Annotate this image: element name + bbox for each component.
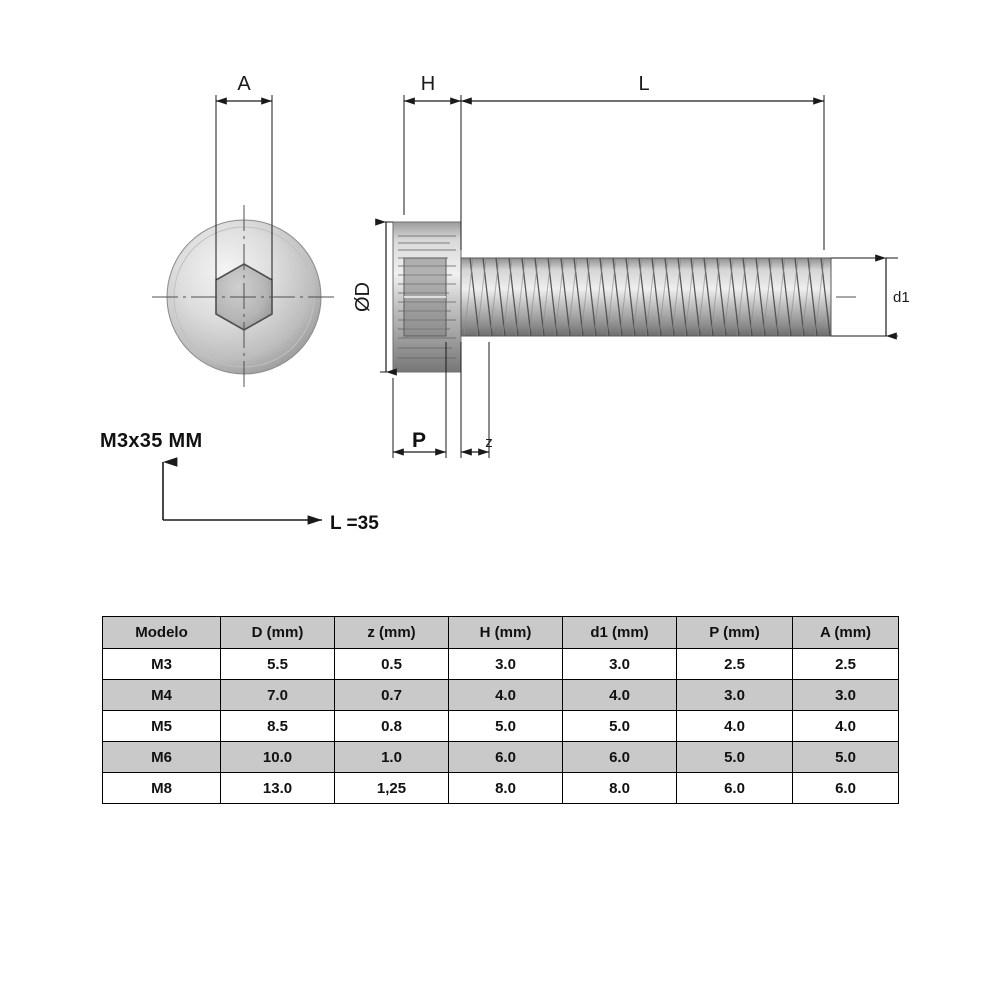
- table-cell: 10.0: [221, 742, 335, 773]
- table-cell: 8.5: [221, 711, 335, 742]
- table-cell: 6.0: [563, 742, 677, 773]
- table-cell: 7.0: [221, 680, 335, 711]
- table-header-cell: H (mm): [449, 617, 563, 649]
- table-cell: 6.0: [449, 742, 563, 773]
- table-cell: 3.0: [449, 649, 563, 680]
- dimension-A-label: A: [237, 73, 251, 95]
- table-cell: 4.0: [677, 711, 793, 742]
- table-row: [103, 773, 899, 804]
- table-cell: 5.5: [221, 649, 335, 680]
- table-cell: 4.0: [563, 680, 677, 711]
- dimension-P-label: P: [411, 429, 427, 452]
- table-cell: 3.0: [563, 649, 677, 680]
- table-cell: 1.0: [335, 742, 449, 773]
- dimension-z: [461, 342, 493, 458]
- table-cell: 0.5: [335, 649, 449, 680]
- table-cell: 2.5: [677, 649, 793, 680]
- table-row: [103, 742, 899, 773]
- dimension-D-label: ØD: [352, 282, 374, 312]
- table-header-cell: z (mm): [335, 617, 449, 649]
- table-cell: 0.7: [335, 680, 449, 711]
- table-cell: 2.5: [793, 649, 899, 680]
- table-header-cell: P (mm): [677, 617, 793, 649]
- table-row: [103, 649, 899, 680]
- table-cell: 5.0: [449, 711, 563, 742]
- table-cell: 0.8: [335, 711, 449, 742]
- table-cell: 4.0: [793, 711, 899, 742]
- specification-table-wrapper: [102, 616, 898, 804]
- table-cell: M3: [103, 649, 221, 680]
- screw-top-view: [152, 205, 336, 389]
- table-cell: 5.0: [677, 742, 793, 773]
- table-cell: 3.0: [793, 680, 899, 711]
- table-cell: 1,25: [335, 773, 449, 804]
- table-cell: 8.0: [563, 773, 677, 804]
- table-cell: M5: [103, 711, 221, 742]
- table-header-row: [103, 617, 899, 649]
- table-cell: 5.0: [793, 742, 899, 773]
- table-cell: M8: [103, 773, 221, 804]
- table-header-cell: A (mm): [793, 617, 899, 649]
- table-cell: 6.0: [793, 773, 899, 804]
- table-cell: M6: [103, 742, 221, 773]
- table-cell: M4: [103, 680, 221, 711]
- dimension-d1-label: d1: [893, 289, 910, 306]
- title-leader: [163, 462, 322, 520]
- table-row: [103, 680, 899, 711]
- table-cell: 5.0: [563, 711, 677, 742]
- dimension-L: [461, 73, 824, 250]
- table-header-cell: d1 (mm): [563, 617, 677, 649]
- specification-table: [102, 616, 899, 804]
- table-cell: 8.0: [449, 773, 563, 804]
- dimension-H-label: H: [420, 73, 436, 95]
- dimension-D: [352, 222, 393, 372]
- table-cell: 4.0: [449, 680, 563, 711]
- table-row: [103, 711, 899, 742]
- dimension-L-label: L: [638, 73, 650, 95]
- table-header-cell: Modelo: [103, 617, 221, 649]
- part-title: M3x35 MM: [100, 430, 203, 452]
- screw-side-view: [393, 222, 860, 372]
- table-header-cell: D (mm): [221, 617, 335, 649]
- dimension-z-label: z: [485, 434, 493, 451]
- length-note: L =35: [330, 513, 379, 534]
- table-cell: 3.0: [677, 680, 793, 711]
- table-cell: 6.0: [677, 773, 793, 804]
- table-cell: 13.0: [221, 773, 335, 804]
